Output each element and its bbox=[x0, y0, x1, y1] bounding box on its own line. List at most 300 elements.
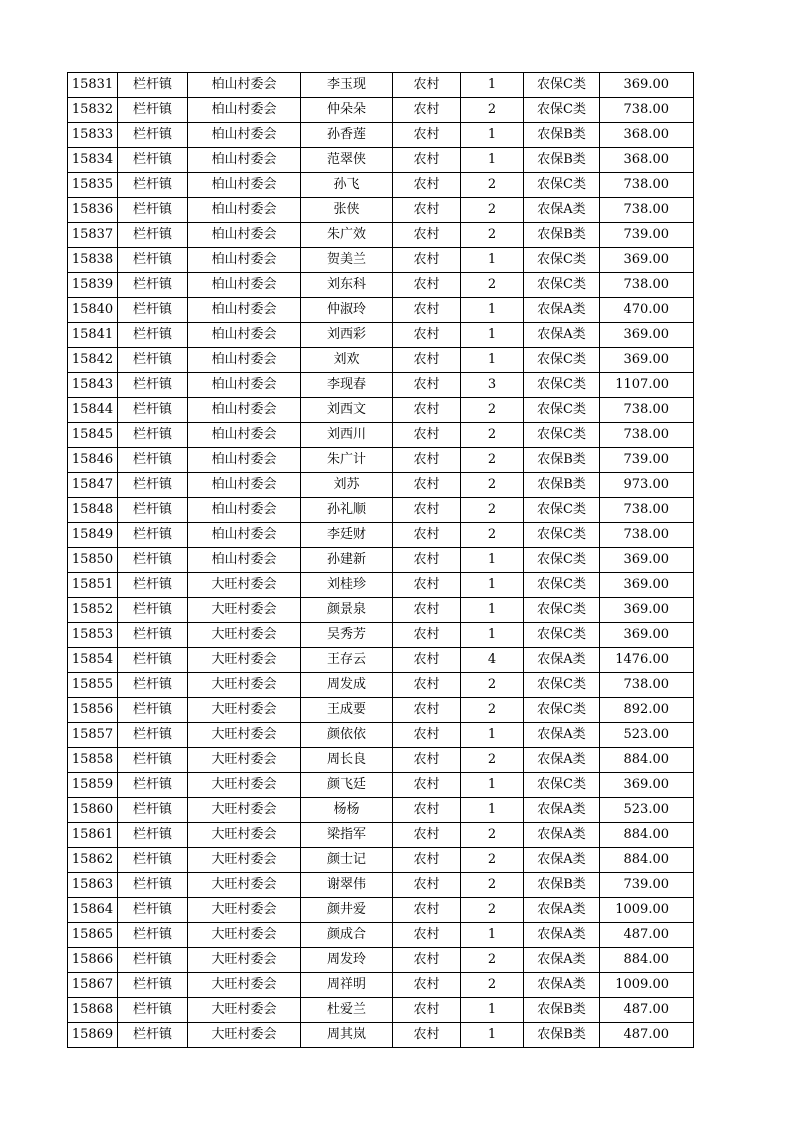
amount-cell: 1476.00 bbox=[600, 648, 694, 673]
insurance-type-cell: 农保C类 bbox=[524, 623, 600, 648]
row-number-cell: 15846 bbox=[68, 448, 118, 473]
name-cell: 李廷财 bbox=[301, 523, 393, 548]
amount-cell: 738.00 bbox=[600, 523, 694, 548]
village-cell: 柏山村委会 bbox=[188, 298, 301, 323]
name-cell: 刘西文 bbox=[301, 398, 393, 423]
insurance-type-cell: 农保B类 bbox=[524, 448, 600, 473]
town-cell: 栏杆镇 bbox=[118, 573, 188, 598]
insurance-type-cell: 农保A类 bbox=[524, 823, 600, 848]
row-number-cell: 15840 bbox=[68, 298, 118, 323]
village-cell: 大旺村委会 bbox=[188, 948, 301, 973]
amount-cell: 739.00 bbox=[600, 223, 694, 248]
amount-cell: 738.00 bbox=[600, 198, 694, 223]
name-cell: 王存云 bbox=[301, 648, 393, 673]
table-row bbox=[68, 998, 694, 1023]
village-cell: 大旺村委会 bbox=[188, 1023, 301, 1048]
table-row bbox=[68, 398, 694, 423]
row-number-cell: 15862 bbox=[68, 848, 118, 873]
household-count-cell: 1 bbox=[461, 148, 524, 173]
village-cell: 柏山村委会 bbox=[188, 198, 301, 223]
insurance-type-cell: 农保A类 bbox=[524, 323, 600, 348]
category-cell: 农村 bbox=[393, 623, 461, 648]
table-row bbox=[68, 848, 694, 873]
name-cell: 周发玲 bbox=[301, 948, 393, 973]
insurance-type-cell: 农保B类 bbox=[524, 148, 600, 173]
table-row bbox=[68, 423, 694, 448]
row-number-cell: 15847 bbox=[68, 473, 118, 498]
category-cell: 农村 bbox=[393, 773, 461, 798]
table-row bbox=[68, 523, 694, 548]
table-row bbox=[68, 148, 694, 173]
insurance-type-cell: 农保C类 bbox=[524, 698, 600, 723]
name-cell: 刘西彩 bbox=[301, 323, 393, 348]
insurance-type-cell: 农保B类 bbox=[524, 873, 600, 898]
insurance-type-cell: 农保B类 bbox=[524, 1023, 600, 1048]
amount-cell: 369.00 bbox=[600, 773, 694, 798]
village-cell: 大旺村委会 bbox=[188, 798, 301, 823]
insurance-type-cell: 农保C类 bbox=[524, 73, 600, 98]
name-cell: 孙香莲 bbox=[301, 123, 393, 148]
insurance-type-cell: 农保C类 bbox=[524, 273, 600, 298]
village-cell: 大旺村委会 bbox=[188, 598, 301, 623]
row-number-cell: 15865 bbox=[68, 923, 118, 948]
town-cell: 栏杆镇 bbox=[118, 598, 188, 623]
table-row bbox=[68, 173, 694, 198]
category-cell: 农村 bbox=[393, 223, 461, 248]
category-cell: 农村 bbox=[393, 648, 461, 673]
village-cell: 大旺村委会 bbox=[188, 973, 301, 998]
table-row bbox=[68, 623, 694, 648]
town-cell: 栏杆镇 bbox=[118, 873, 188, 898]
name-cell: 颜士记 bbox=[301, 848, 393, 873]
insurance-type-cell: 农保C类 bbox=[524, 548, 600, 573]
row-number-cell: 15852 bbox=[68, 598, 118, 623]
name-cell: 吴秀芳 bbox=[301, 623, 393, 648]
amount-cell: 523.00 bbox=[600, 723, 694, 748]
town-cell: 栏杆镇 bbox=[118, 948, 188, 973]
insurance-type-cell: 农保C类 bbox=[524, 498, 600, 523]
village-cell: 大旺村委会 bbox=[188, 923, 301, 948]
category-cell: 农村 bbox=[393, 748, 461, 773]
village-cell: 大旺村委会 bbox=[188, 723, 301, 748]
category-cell: 农村 bbox=[393, 373, 461, 398]
row-number-cell: 15844 bbox=[68, 398, 118, 423]
household-count-cell: 1 bbox=[461, 773, 524, 798]
household-count-cell: 2 bbox=[461, 473, 524, 498]
table-row bbox=[68, 123, 694, 148]
town-cell: 栏杆镇 bbox=[118, 548, 188, 573]
name-cell: 朱广计 bbox=[301, 448, 393, 473]
household-count-cell: 2 bbox=[461, 448, 524, 473]
amount-cell: 368.00 bbox=[600, 123, 694, 148]
amount-cell: 487.00 bbox=[600, 923, 694, 948]
row-number-cell: 15857 bbox=[68, 723, 118, 748]
insurance-type-cell: 农保A类 bbox=[524, 648, 600, 673]
town-cell: 栏杆镇 bbox=[118, 698, 188, 723]
village-cell: 大旺村委会 bbox=[188, 848, 301, 873]
household-count-cell: 1 bbox=[461, 548, 524, 573]
amount-cell: 738.00 bbox=[600, 273, 694, 298]
name-cell: 仲朵朵 bbox=[301, 98, 393, 123]
table-row bbox=[68, 298, 694, 323]
town-cell: 栏杆镇 bbox=[118, 723, 188, 748]
category-cell: 农村 bbox=[393, 998, 461, 1023]
table-row bbox=[68, 323, 694, 348]
household-count-cell: 2 bbox=[461, 873, 524, 898]
name-cell: 颜成合 bbox=[301, 923, 393, 948]
household-count-cell: 1 bbox=[461, 248, 524, 273]
amount-cell: 369.00 bbox=[600, 248, 694, 273]
table-row bbox=[68, 898, 694, 923]
category-cell: 农村 bbox=[393, 348, 461, 373]
insurance-type-cell: 农保B类 bbox=[524, 998, 600, 1023]
category-cell: 农村 bbox=[393, 423, 461, 448]
household-count-cell: 1 bbox=[461, 123, 524, 148]
insurance-type-cell: 农保A类 bbox=[524, 973, 600, 998]
insurance-type-cell: 农保C类 bbox=[524, 673, 600, 698]
row-number-cell: 15850 bbox=[68, 548, 118, 573]
table-row bbox=[68, 248, 694, 273]
category-cell: 农村 bbox=[393, 498, 461, 523]
row-number-cell: 15866 bbox=[68, 948, 118, 973]
village-cell: 大旺村委会 bbox=[188, 873, 301, 898]
table-row bbox=[68, 973, 694, 998]
name-cell: 杜爱兰 bbox=[301, 998, 393, 1023]
name-cell: 刘桂珍 bbox=[301, 573, 393, 598]
town-cell: 栏杆镇 bbox=[118, 623, 188, 648]
row-number-cell: 15838 bbox=[68, 248, 118, 273]
name-cell: 刘西川 bbox=[301, 423, 393, 448]
amount-cell: 1009.00 bbox=[600, 898, 694, 923]
category-cell: 农村 bbox=[393, 823, 461, 848]
town-cell: 栏杆镇 bbox=[118, 973, 188, 998]
row-number-cell: 15860 bbox=[68, 798, 118, 823]
name-cell: 颜依依 bbox=[301, 723, 393, 748]
insurance-type-cell: 农保B类 bbox=[524, 123, 600, 148]
table-row bbox=[68, 598, 694, 623]
household-count-cell: 2 bbox=[461, 498, 524, 523]
amount-cell: 487.00 bbox=[600, 998, 694, 1023]
insurance-type-cell: 农保C类 bbox=[524, 523, 600, 548]
town-cell: 栏杆镇 bbox=[118, 473, 188, 498]
amount-cell: 738.00 bbox=[600, 423, 694, 448]
village-cell: 柏山村委会 bbox=[188, 148, 301, 173]
table-row bbox=[68, 448, 694, 473]
table-row bbox=[68, 673, 694, 698]
row-number-cell: 15848 bbox=[68, 498, 118, 523]
village-cell: 大旺村委会 bbox=[188, 698, 301, 723]
table-row bbox=[68, 873, 694, 898]
table-row bbox=[68, 648, 694, 673]
household-count-cell: 1 bbox=[461, 798, 524, 823]
insurance-type-cell: 农保C类 bbox=[524, 373, 600, 398]
amount-cell: 739.00 bbox=[600, 448, 694, 473]
amount-cell: 470.00 bbox=[600, 298, 694, 323]
table-row bbox=[68, 548, 694, 573]
village-cell: 柏山村委会 bbox=[188, 123, 301, 148]
name-cell: 杨杨 bbox=[301, 798, 393, 823]
amount-cell: 369.00 bbox=[600, 348, 694, 373]
town-cell: 栏杆镇 bbox=[118, 448, 188, 473]
name-cell: 李现春 bbox=[301, 373, 393, 398]
row-number-cell: 15843 bbox=[68, 373, 118, 398]
insurance-type-cell: 农保C类 bbox=[524, 173, 600, 198]
table-row bbox=[68, 923, 694, 948]
town-cell: 栏杆镇 bbox=[118, 148, 188, 173]
village-cell: 大旺村委会 bbox=[188, 773, 301, 798]
town-cell: 栏杆镇 bbox=[118, 848, 188, 873]
amount-cell: 738.00 bbox=[600, 498, 694, 523]
insurance-type-cell: 农保C类 bbox=[524, 773, 600, 798]
category-cell: 农村 bbox=[393, 898, 461, 923]
category-cell: 农村 bbox=[393, 973, 461, 998]
insurance-type-cell: 农保A类 bbox=[524, 898, 600, 923]
amount-cell: 1009.00 bbox=[600, 973, 694, 998]
name-cell: 范翠侠 bbox=[301, 148, 393, 173]
row-number-cell: 15856 bbox=[68, 698, 118, 723]
village-cell: 柏山村委会 bbox=[188, 373, 301, 398]
town-cell: 栏杆镇 bbox=[118, 198, 188, 223]
name-cell: 王成要 bbox=[301, 698, 393, 723]
amount-cell: 738.00 bbox=[600, 673, 694, 698]
insurance-type-cell: 农保A类 bbox=[524, 298, 600, 323]
town-cell: 栏杆镇 bbox=[118, 998, 188, 1023]
name-cell: 颜景泉 bbox=[301, 598, 393, 623]
name-cell: 周其岚 bbox=[301, 1023, 393, 1048]
name-cell: 刘欢 bbox=[301, 348, 393, 373]
row-number-cell: 15832 bbox=[68, 98, 118, 123]
insurance-type-cell: 农保A类 bbox=[524, 798, 600, 823]
household-count-cell: 1 bbox=[461, 323, 524, 348]
table-row bbox=[68, 698, 694, 723]
insurance-type-cell: 农保C类 bbox=[524, 423, 600, 448]
row-number-cell: 15869 bbox=[68, 1023, 118, 1048]
row-number-cell: 15845 bbox=[68, 423, 118, 448]
insurance-type-cell: 农保C类 bbox=[524, 98, 600, 123]
table-row bbox=[68, 198, 694, 223]
town-cell: 栏杆镇 bbox=[118, 1023, 188, 1048]
insurance-type-cell: 农保C类 bbox=[524, 398, 600, 423]
category-cell: 农村 bbox=[393, 673, 461, 698]
table-row bbox=[68, 373, 694, 398]
town-cell: 栏杆镇 bbox=[118, 523, 188, 548]
town-cell: 栏杆镇 bbox=[118, 498, 188, 523]
amount-cell: 369.00 bbox=[600, 623, 694, 648]
village-cell: 柏山村委会 bbox=[188, 98, 301, 123]
village-cell: 大旺村委会 bbox=[188, 623, 301, 648]
name-cell: 孙礼顺 bbox=[301, 498, 393, 523]
row-number-cell: 15849 bbox=[68, 523, 118, 548]
name-cell: 颜飞廷 bbox=[301, 773, 393, 798]
amount-cell: 369.00 bbox=[600, 323, 694, 348]
table-row bbox=[68, 773, 694, 798]
category-cell: 农村 bbox=[393, 473, 461, 498]
category-cell: 农村 bbox=[393, 273, 461, 298]
row-number-cell: 15863 bbox=[68, 873, 118, 898]
category-cell: 农村 bbox=[393, 123, 461, 148]
table-body bbox=[68, 73, 694, 1048]
row-number-cell: 15858 bbox=[68, 748, 118, 773]
table-row bbox=[68, 573, 694, 598]
name-cell: 张侠 bbox=[301, 198, 393, 223]
amount-cell: 487.00 bbox=[600, 1023, 694, 1048]
name-cell: 刘东科 bbox=[301, 273, 393, 298]
amount-cell: 1107.00 bbox=[600, 373, 694, 398]
category-cell: 农村 bbox=[393, 173, 461, 198]
name-cell: 刘苏 bbox=[301, 473, 393, 498]
amount-cell: 369.00 bbox=[600, 73, 694, 98]
village-cell: 柏山村委会 bbox=[188, 323, 301, 348]
household-count-cell: 2 bbox=[461, 673, 524, 698]
amount-cell: 892.00 bbox=[600, 698, 694, 723]
village-cell: 柏山村委会 bbox=[188, 223, 301, 248]
town-cell: 栏杆镇 bbox=[118, 323, 188, 348]
village-cell: 柏山村委会 bbox=[188, 73, 301, 98]
village-cell: 柏山村委会 bbox=[188, 448, 301, 473]
household-count-cell: 1 bbox=[461, 298, 524, 323]
amount-cell: 884.00 bbox=[600, 948, 694, 973]
row-number-cell: 15861 bbox=[68, 823, 118, 848]
insurance-type-cell: 农保C类 bbox=[524, 248, 600, 273]
row-number-cell: 15859 bbox=[68, 773, 118, 798]
row-number-cell: 15837 bbox=[68, 223, 118, 248]
household-count-cell: 2 bbox=[461, 698, 524, 723]
village-cell: 大旺村委会 bbox=[188, 898, 301, 923]
category-cell: 农村 bbox=[393, 598, 461, 623]
town-cell: 栏杆镇 bbox=[118, 423, 188, 448]
household-count-cell: 2 bbox=[461, 98, 524, 123]
name-cell: 周祥明 bbox=[301, 973, 393, 998]
household-count-cell: 2 bbox=[461, 198, 524, 223]
village-cell: 柏山村委会 bbox=[188, 248, 301, 273]
town-cell: 栏杆镇 bbox=[118, 923, 188, 948]
household-count-cell: 2 bbox=[461, 223, 524, 248]
household-count-cell: 1 bbox=[461, 598, 524, 623]
name-cell: 贺美兰 bbox=[301, 248, 393, 273]
name-cell: 朱广效 bbox=[301, 223, 393, 248]
household-count-cell: 2 bbox=[461, 523, 524, 548]
name-cell: 仲淑玲 bbox=[301, 298, 393, 323]
table-row bbox=[68, 223, 694, 248]
amount-cell: 738.00 bbox=[600, 173, 694, 198]
category-cell: 农村 bbox=[393, 523, 461, 548]
household-count-cell: 1 bbox=[461, 623, 524, 648]
household-count-cell: 2 bbox=[461, 273, 524, 298]
insurance-type-cell: 农保A类 bbox=[524, 748, 600, 773]
category-cell: 农村 bbox=[393, 848, 461, 873]
household-count-cell: 4 bbox=[461, 648, 524, 673]
insurance-type-cell: 农保C类 bbox=[524, 598, 600, 623]
town-cell: 栏杆镇 bbox=[118, 798, 188, 823]
category-cell: 农村 bbox=[393, 248, 461, 273]
category-cell: 农村 bbox=[393, 98, 461, 123]
name-cell: 周发成 bbox=[301, 673, 393, 698]
row-number-cell: 15835 bbox=[68, 173, 118, 198]
table-row bbox=[68, 723, 694, 748]
town-cell: 栏杆镇 bbox=[118, 373, 188, 398]
village-cell: 柏山村委会 bbox=[188, 473, 301, 498]
household-count-cell: 1 bbox=[461, 723, 524, 748]
household-count-cell: 2 bbox=[461, 423, 524, 448]
village-cell: 柏山村委会 bbox=[188, 498, 301, 523]
village-cell: 柏山村委会 bbox=[188, 273, 301, 298]
household-count-cell: 1 bbox=[461, 1023, 524, 1048]
village-cell: 大旺村委会 bbox=[188, 673, 301, 698]
table-row bbox=[68, 1023, 694, 1048]
insurance-type-cell: 农保A类 bbox=[524, 948, 600, 973]
village-cell: 大旺村委会 bbox=[188, 648, 301, 673]
insurance-type-cell: 农保A类 bbox=[524, 923, 600, 948]
village-cell: 柏山村委会 bbox=[188, 523, 301, 548]
town-cell: 栏杆镇 bbox=[118, 298, 188, 323]
row-number-cell: 15831 bbox=[68, 73, 118, 98]
town-cell: 栏杆镇 bbox=[118, 123, 188, 148]
town-cell: 栏杆镇 bbox=[118, 223, 188, 248]
table-row bbox=[68, 73, 694, 98]
town-cell: 栏杆镇 bbox=[118, 748, 188, 773]
category-cell: 农村 bbox=[393, 448, 461, 473]
household-count-cell: 2 bbox=[461, 748, 524, 773]
amount-cell: 369.00 bbox=[600, 598, 694, 623]
town-cell: 栏杆镇 bbox=[118, 648, 188, 673]
category-cell: 农村 bbox=[393, 948, 461, 973]
row-number-cell: 15836 bbox=[68, 198, 118, 223]
village-cell: 大旺村委会 bbox=[188, 748, 301, 773]
household-count-cell: 2 bbox=[461, 898, 524, 923]
table-row bbox=[68, 348, 694, 373]
village-cell: 柏山村委会 bbox=[188, 173, 301, 198]
amount-cell: 369.00 bbox=[600, 573, 694, 598]
category-cell: 农村 bbox=[393, 923, 461, 948]
household-count-cell: 1 bbox=[461, 73, 524, 98]
town-cell: 栏杆镇 bbox=[118, 773, 188, 798]
household-count-cell: 1 bbox=[461, 573, 524, 598]
row-number-cell: 15855 bbox=[68, 673, 118, 698]
insurance-type-cell: 农保B类 bbox=[524, 473, 600, 498]
amount-cell: 739.00 bbox=[600, 873, 694, 898]
category-cell: 农村 bbox=[393, 73, 461, 98]
village-cell: 柏山村委会 bbox=[188, 348, 301, 373]
category-cell: 农村 bbox=[393, 148, 461, 173]
row-number-cell: 15851 bbox=[68, 573, 118, 598]
row-number-cell: 15839 bbox=[68, 273, 118, 298]
insurance-type-cell: 农保A类 bbox=[524, 848, 600, 873]
category-cell: 农村 bbox=[393, 323, 461, 348]
village-cell: 柏山村委会 bbox=[188, 423, 301, 448]
amount-cell: 884.00 bbox=[600, 848, 694, 873]
town-cell: 栏杆镇 bbox=[118, 248, 188, 273]
amount-cell: 369.00 bbox=[600, 548, 694, 573]
name-cell: 颜井爱 bbox=[301, 898, 393, 923]
row-number-cell: 15867 bbox=[68, 973, 118, 998]
category-cell: 农村 bbox=[393, 548, 461, 573]
row-number-cell: 15853 bbox=[68, 623, 118, 648]
table-row bbox=[68, 823, 694, 848]
village-cell: 大旺村委会 bbox=[188, 998, 301, 1023]
table-row bbox=[68, 948, 694, 973]
town-cell: 栏杆镇 bbox=[118, 98, 188, 123]
row-number-cell: 15841 bbox=[68, 323, 118, 348]
table-row bbox=[68, 498, 694, 523]
insurance-type-cell: 农保A类 bbox=[524, 198, 600, 223]
amount-cell: 884.00 bbox=[600, 748, 694, 773]
household-count-cell: 3 bbox=[461, 373, 524, 398]
category-cell: 农村 bbox=[393, 198, 461, 223]
amount-cell: 884.00 bbox=[600, 823, 694, 848]
household-count-cell: 2 bbox=[461, 823, 524, 848]
amount-cell: 738.00 bbox=[600, 398, 694, 423]
insurance-type-cell: 农保B类 bbox=[524, 223, 600, 248]
